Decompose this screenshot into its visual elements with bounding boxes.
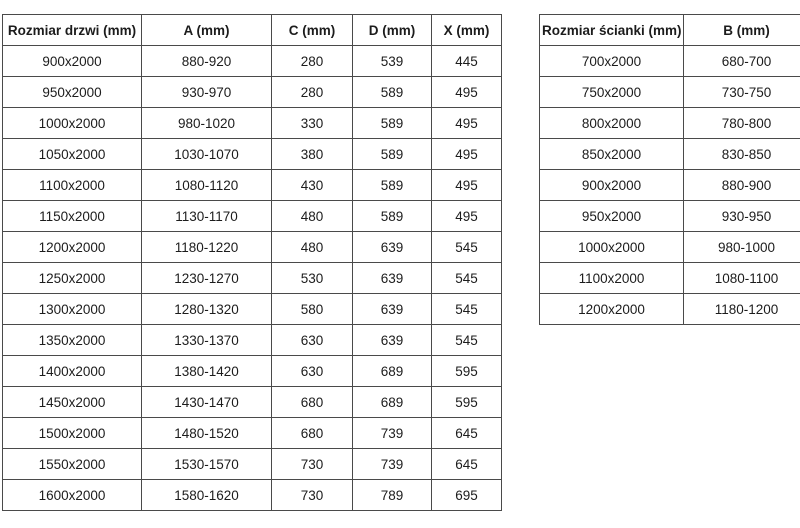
- door-dimensions-table-body: [3, 46, 502, 511]
- table-cell: 1000x2000: [540, 232, 684, 263]
- table-cell: 1330-1370: [142, 325, 272, 356]
- table-cell: 1050x2000: [3, 139, 142, 170]
- table-cell: 680: [272, 387, 353, 418]
- table-cell: 589: [353, 108, 432, 139]
- table-cell: 1580-1620: [142, 480, 272, 511]
- table-row: [3, 232, 502, 263]
- table-row: [3, 294, 502, 325]
- table-cell: 589: [353, 201, 432, 232]
- table-cell: 1080-1120: [142, 170, 272, 201]
- table-cell: 730-750: [684, 77, 800, 108]
- table-row: [3, 46, 502, 77]
- table-cell: 780-800: [684, 108, 800, 139]
- table-cell: 1280-1320: [142, 294, 272, 325]
- table-cell: 639: [353, 325, 432, 356]
- table-row: [540, 77, 800, 108]
- table-cell: 480: [272, 232, 353, 263]
- table-cell: 1100x2000: [3, 170, 142, 201]
- column-header: Rozmiar ścianki (mm): [540, 15, 684, 46]
- table-row: [3, 263, 502, 294]
- table-cell: 1600x2000: [3, 480, 142, 511]
- column-header: A (mm): [142, 15, 272, 46]
- table-cell: 639: [353, 294, 432, 325]
- table-cell: 330: [272, 108, 353, 139]
- table-cell: 1080-1100: [684, 263, 800, 294]
- table-row: [3, 418, 502, 449]
- table-cell: 695: [432, 480, 502, 511]
- table-cell: 445: [432, 46, 502, 77]
- table-row: [540, 139, 800, 170]
- table-row: [3, 201, 502, 232]
- table-cell: 1250x2000: [3, 263, 142, 294]
- table-cell: 1500x2000: [3, 418, 142, 449]
- table-cell: 950x2000: [3, 77, 142, 108]
- table-row: [540, 263, 800, 294]
- table-cell: 739: [353, 418, 432, 449]
- table-cell: 1130-1170: [142, 201, 272, 232]
- table-cell: 750x2000: [540, 77, 684, 108]
- table-row: [3, 139, 502, 170]
- table-cell: 880-900: [684, 170, 800, 201]
- table-row: [3, 170, 502, 201]
- table-cell: 630: [272, 325, 353, 356]
- table-cell: 545: [432, 232, 502, 263]
- table-cell: 545: [432, 294, 502, 325]
- table-cell: 900x2000: [540, 170, 684, 201]
- table-row: [540, 46, 800, 77]
- table-cell: 1180-1220: [142, 232, 272, 263]
- table-cell: 1000x2000: [3, 108, 142, 139]
- table-cell: 539: [353, 46, 432, 77]
- table-cell: 595: [432, 387, 502, 418]
- table-cell: 680-700: [684, 46, 800, 77]
- column-header: Rozmiar drzwi (mm): [3, 15, 142, 46]
- table-row: [3, 480, 502, 511]
- table-cell: 680: [272, 418, 353, 449]
- table-cell: 1030-1070: [142, 139, 272, 170]
- table-cell: 880-920: [142, 46, 272, 77]
- table-row: [3, 449, 502, 480]
- header-row: [540, 15, 800, 46]
- table-cell: 1480-1520: [142, 418, 272, 449]
- table-cell: 530: [272, 263, 353, 294]
- table-cell: 1450x2000: [3, 387, 142, 418]
- table-row: [540, 294, 800, 325]
- table-cell: 1530-1570: [142, 449, 272, 480]
- table-row: [3, 387, 502, 418]
- table-cell: 639: [353, 263, 432, 294]
- table-cell: 1200x2000: [540, 294, 684, 325]
- table-cell: 495: [432, 201, 502, 232]
- table-row: [3, 77, 502, 108]
- table-cell: 495: [432, 77, 502, 108]
- column-header: D (mm): [353, 15, 432, 46]
- table-cell: 430: [272, 170, 353, 201]
- column-header: B (mm): [684, 15, 800, 46]
- table-cell: 830-850: [684, 139, 800, 170]
- table-cell: 1230-1270: [142, 263, 272, 294]
- table-cell: 495: [432, 108, 502, 139]
- table-cell: 930-950: [684, 201, 800, 232]
- table-cell: 545: [432, 325, 502, 356]
- table-cell: 595: [432, 356, 502, 387]
- table-cell: 630: [272, 356, 353, 387]
- table-cell: 495: [432, 139, 502, 170]
- table-cell: 1350x2000: [3, 325, 142, 356]
- table-cell: 589: [353, 139, 432, 170]
- table-cell: 980-1000: [684, 232, 800, 263]
- table-cell: 980-1020: [142, 108, 272, 139]
- table-row: [3, 108, 502, 139]
- table-cell: 280: [272, 77, 353, 108]
- table-cell: 545: [432, 263, 502, 294]
- table-cell: 639: [353, 232, 432, 263]
- table-cell: 589: [353, 77, 432, 108]
- door-dimensions-table: [2, 14, 502, 511]
- table-cell: 1300x2000: [3, 294, 142, 325]
- table-cell: 730: [272, 480, 353, 511]
- table-cell: 580: [272, 294, 353, 325]
- table-cell: 689: [353, 356, 432, 387]
- column-header: X (mm): [432, 15, 502, 46]
- wall-dimensions-table-head: [540, 15, 800, 46]
- table-cell: 739: [353, 449, 432, 480]
- table-cell: 1100x2000: [540, 263, 684, 294]
- table-row: [3, 325, 502, 356]
- table-cell: 950x2000: [540, 201, 684, 232]
- header-row: [3, 15, 502, 46]
- table-cell: 1380-1420: [142, 356, 272, 387]
- table-cell: 589: [353, 170, 432, 201]
- table-cell: 280: [272, 46, 353, 77]
- column-header: C (mm): [272, 15, 353, 46]
- table-row: [540, 108, 800, 139]
- wall-dimensions-table-body: [540, 46, 800, 325]
- wall-dimensions-table: [539, 14, 800, 325]
- table-cell: 645: [432, 449, 502, 480]
- table-cell: 645: [432, 418, 502, 449]
- table-cell: 1400x2000: [3, 356, 142, 387]
- table-cell: 689: [353, 387, 432, 418]
- table-row: [3, 356, 502, 387]
- door-dimensions-table-head: [3, 15, 502, 46]
- table-row: [540, 201, 800, 232]
- table-row: [540, 170, 800, 201]
- table-cell: 495: [432, 170, 502, 201]
- table-cell: 1150x2000: [3, 201, 142, 232]
- table-cell: 700x2000: [540, 46, 684, 77]
- table-cell: 1180-1200: [684, 294, 800, 325]
- table-cell: 850x2000: [540, 139, 684, 170]
- table-cell: 480: [272, 201, 353, 232]
- table-cell: 789: [353, 480, 432, 511]
- table-row: [540, 232, 800, 263]
- table-cell: 730: [272, 449, 353, 480]
- table-cell: 900x2000: [3, 46, 142, 77]
- table-cell: 1430-1470: [142, 387, 272, 418]
- table-cell: 930-970: [142, 77, 272, 108]
- table-cell: 1550x2000: [3, 449, 142, 480]
- table-cell: 1200x2000: [3, 232, 142, 263]
- table-cell: 800x2000: [540, 108, 684, 139]
- table-cell: 380: [272, 139, 353, 170]
